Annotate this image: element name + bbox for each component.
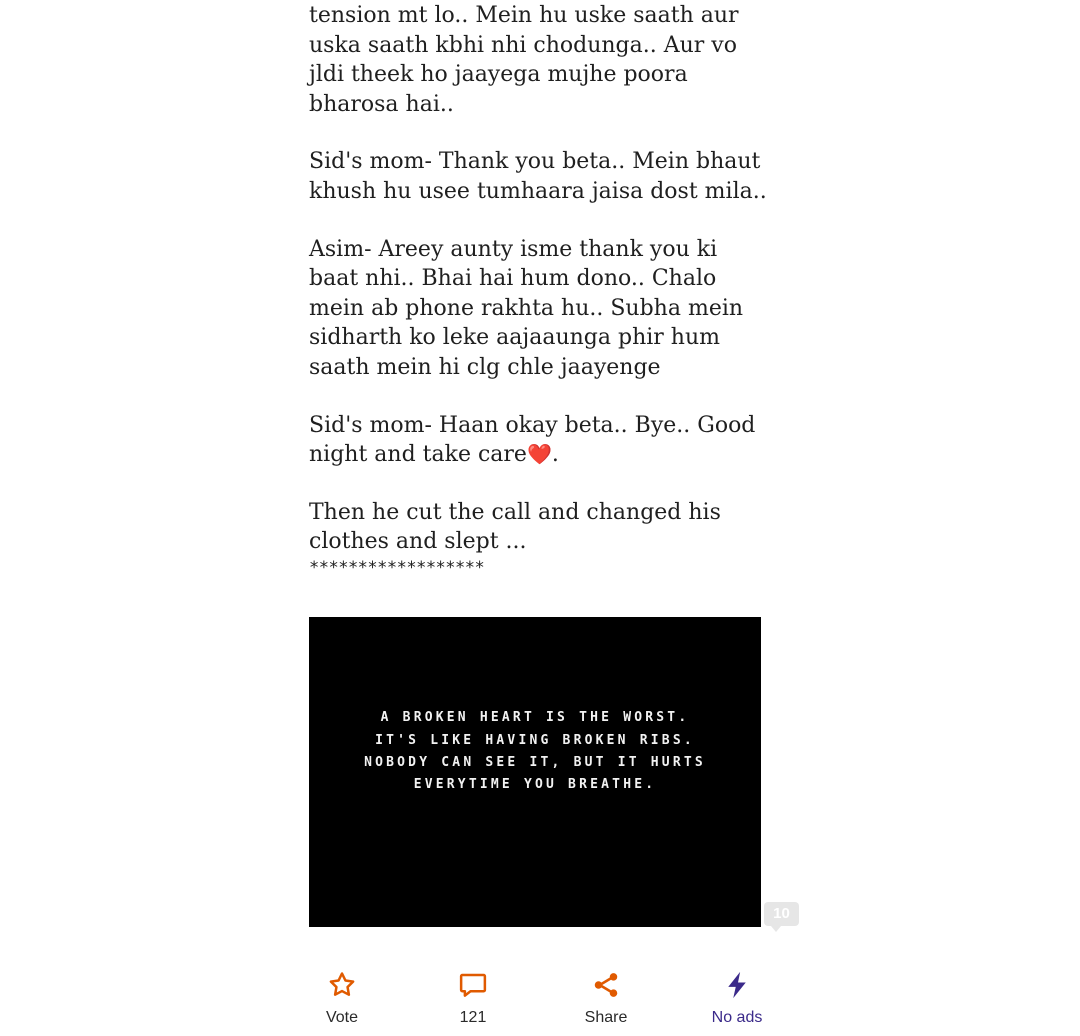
story-text — [309, 0, 769, 585]
comments-button[interactable] — [423, 970, 523, 1027]
story-paragraph-mom-reply — [309, 411, 769, 470]
scene-divider: ****************** — [309, 558, 485, 578]
heart-emoji-icon: ❤️ — [526, 442, 552, 467]
star-outline-icon — [327, 970, 357, 1000]
quote-image[interactable] — [309, 617, 761, 927]
story-paragraph: Sid's mom- Thank you beta.. Mein bhaut khush hu usee tumhaara jaisa dost mila.. — [309, 149, 767, 204]
quote-line: A BROKEN HEART IS THE WORST. — [380, 710, 690, 726]
story-paragraph: Then he cut the call and changed his clothes and slept ... — [309, 499, 721, 555]
comments-count: 121 — [459, 1009, 487, 1026]
lightning-bolt-icon — [722, 970, 752, 1000]
bottom-action-bar — [0, 960, 1080, 1036]
share-button[interactable] — [556, 970, 656, 1027]
quote-text — [364, 707, 706, 797]
share-label: Share — [584, 1009, 628, 1026]
vote-button[interactable] — [292, 970, 392, 1027]
quote-line: EVERYTIME YOU BREATHE. — [413, 777, 657, 793]
inline-comment-count-badge[interactable]: 10 — [764, 902, 799, 926]
no-ads-label: No ads — [711, 1009, 763, 1026]
mom-reply-trailing: . — [551, 442, 559, 468]
vote-label: Vote — [325, 1009, 359, 1026]
mom-reply-text: Sid's mom- Haan okay beta.. Bye.. Good night and take care — [309, 412, 756, 468]
story-paragraph: tension mt lo.. Mein hu uske saath aur uska saath kbhi nhi chodunga.. Aur vo jldi theek ho jaayega mujhe poora bharosa hai.. — [309, 3, 739, 117]
story-paragraph: Asim- Areey aunty isme thank you ki baat nhi.. Bhai hai hum dono.. Chalo mein ab phone rakhta hu.. Subha mein sidharth ko leke aajaaunga phir hum saath mein hi clg chle jaayenge — [309, 236, 744, 380]
share-nodes-icon — [591, 970, 621, 1000]
no-ads-button[interactable] — [687, 970, 787, 1027]
quote-line: NOBODY CAN SEE IT, BUT IT HURTS — [364, 755, 706, 770]
speech-bubble-icon — [458, 970, 488, 1000]
quote-line: IT'S LIKE HAVING BROKEN RIBS. — [375, 732, 695, 748]
